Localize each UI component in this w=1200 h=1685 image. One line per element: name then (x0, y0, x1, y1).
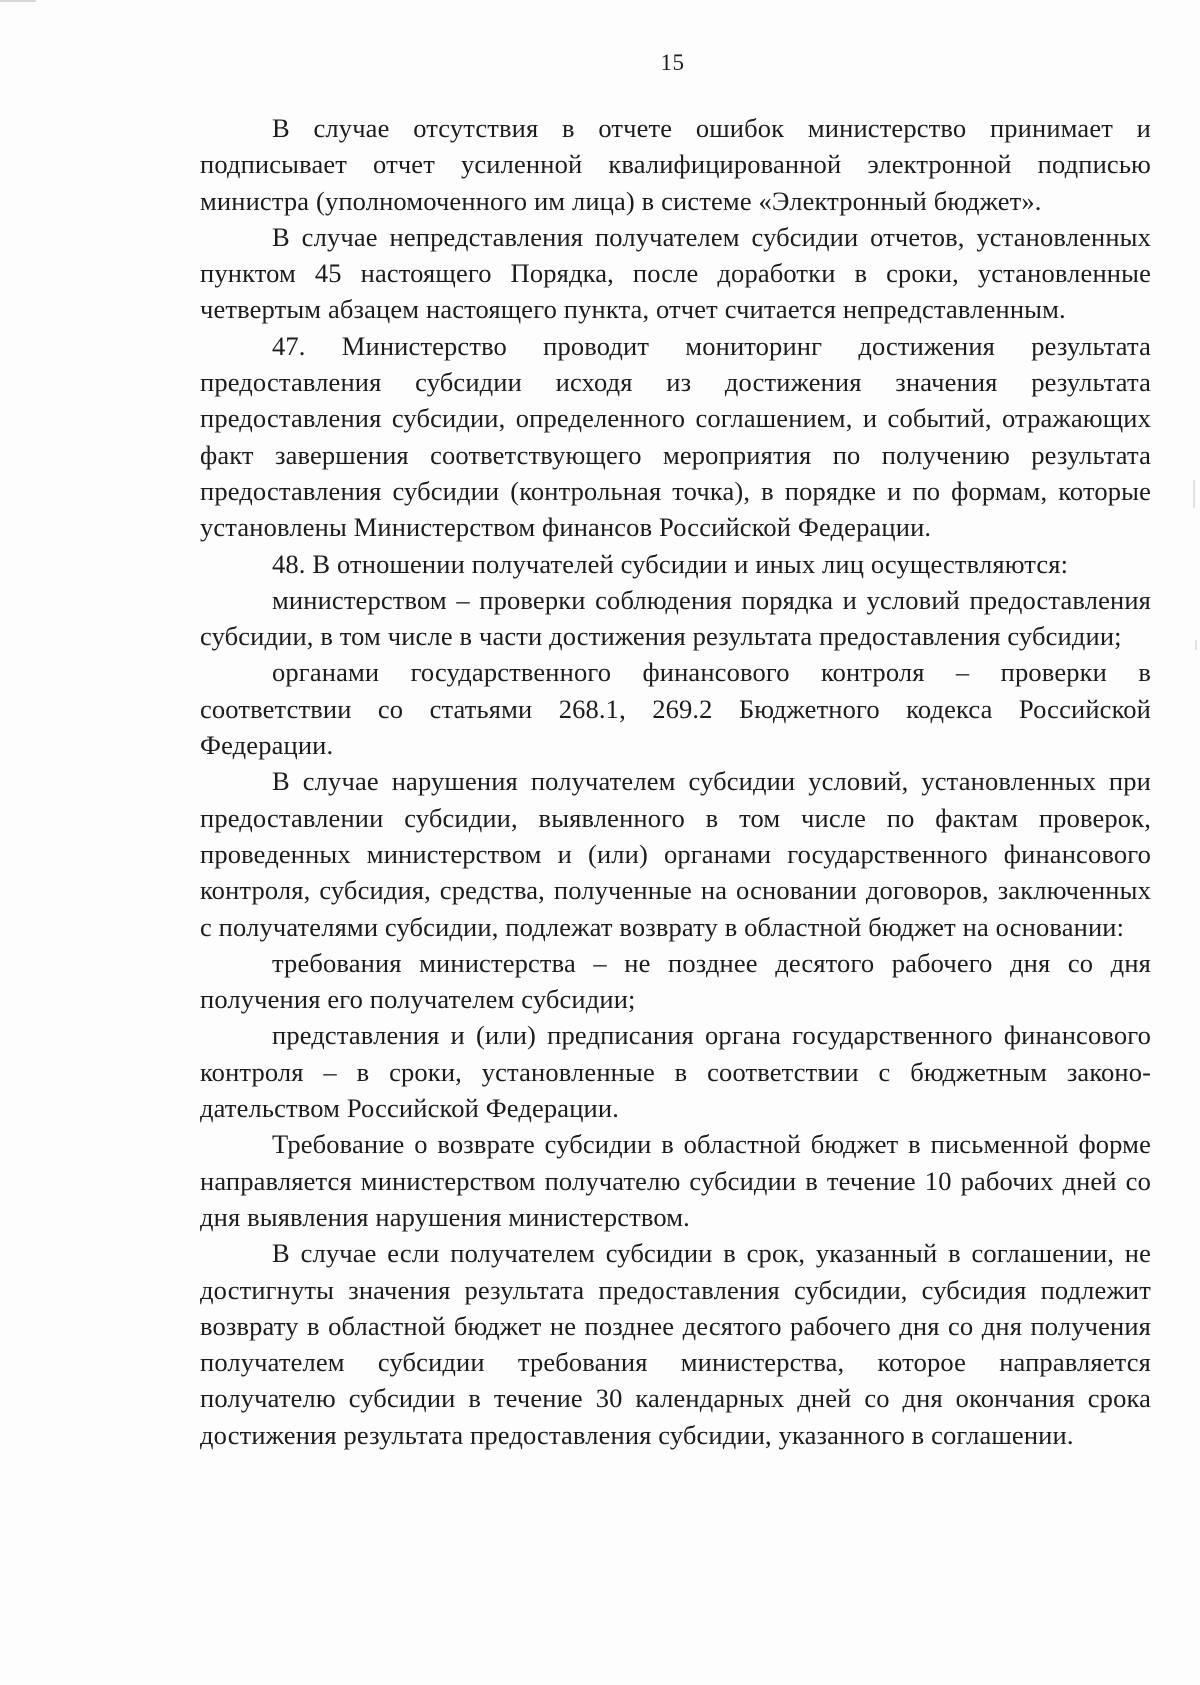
scan-artifact-right-lower (1195, 640, 1197, 650)
paragraph: Требование о возврате субсидии в областной бюджет в письменной форме направляется министерством получателю субсидии в течение 10 рабочих дней со дня выявления нарушения министерством. (200, 1129, 1151, 1232)
paragraph: 48. В отношении получателей субсидии и иных лиц осуществляются: (272, 548, 1069, 579)
paragraph: В случае если получателем субсидии в срок, указанный в соглашении, не достигнуты значения результата предоставления субсидии, субсидия подлежит возврату в областной бюджет не позднее десятого рабочего дня со дня получения получателем субсидии требования министерства, которое направляется получателю субсидии в течение 30 календарных дней со дня окончания срока достижения результата предоставления субсидии, указанного в соглашении. (200, 1238, 1151, 1450)
paragraph: В случае непредставления получателем субсидии отчетов, установленных пунктом 45 настоящего Порядка, после доработки в сроки, установленные четвертым абзацем настоящего пункта, отчет считается непредставленным. (200, 221, 1151, 325)
paragraph: В случае нарушения получателем субсидии условий, установленных при предоставлении субсидии, выявленного в том числе по фактам проверок, проведенных министерством и (или) органами государственного финансового контроля, субсидия, средства, полученные на основании договоров, заключенных с получателями субсидии, подлежат возврату в областной бюджет на основании: (200, 766, 1151, 942)
scan-artifact-right (1193, 480, 1195, 508)
body-text (200, 110, 1151, 1453)
paragraph: В случае отсутствия в отчете ошибок министерство принимает и подписывает отчет усиленной квалифицированной электронной подписью министра (уполномоченного им лица) в системе «Электронный бюджет». (200, 113, 1151, 216)
paragraph: органами государственного финансового контроля – проверки в соответствии со статьями 268.1, 269.2 Бюджетного кодекса Российской Федерации. (200, 657, 1151, 761)
paragraph: 47. Министерство проводит мониторинг достижения результата предоставления субсидии исходя из достижения значения результата предоставления субсидии, определенного соглашением, и событий, отражающих факт завершения соответствующего мероприятия по получению результата предоставления субсидии (контрольная точка), в порядке и по формам, которые установлены Министерством финансов Российской Федерации. (200, 330, 1151, 543)
paragraph: требования министерства – не позднее десятого рабочего дня со дня получения его получателем субсидии; (200, 947, 1151, 1015)
paragraph: министерством – проверки соблюдения порядка и условий предоставления субсидии, в том числе в части достижения результата предоставления субсидии; (200, 584, 1151, 652)
scan-artifact-top (0, 0, 36, 2)
page-number: 15 (660, 50, 685, 75)
paragraph: представления и (или) предписания органа государственного финансового контроля – в сроки, установленные в соответствии с бюджетным законодательством Российской Федерации. (200, 1020, 1151, 1124)
